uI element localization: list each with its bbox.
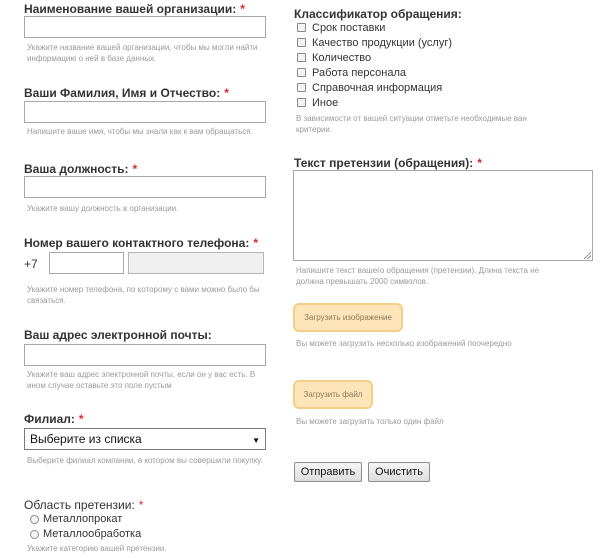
branch-label: Филиал: *: [24, 412, 84, 426]
org-label: Наименование вашей организации: *: [24, 2, 245, 16]
upload-file-hint: Вы можете загрузить только один файл: [296, 417, 444, 426]
classifier-option[interactable]: Количество: [297, 50, 452, 65]
area-option-1[interactable]: [30, 512, 122, 526]
clear-button[interactable]: Очистить: [368, 462, 430, 482]
email-label: Ваш адрес электронной почты:: [24, 328, 212, 342]
classifier-hint: В зависимости от вашей ситуации отметьте необходимые ван критерии.: [296, 114, 527, 134]
submit-button[interactable]: Отправить: [294, 462, 362, 482]
branch-hint: Выберите филиал компании, в котором вы совершили покупку.: [27, 456, 263, 465]
phone-label: Номер вашего контактного телефона: *: [24, 236, 259, 250]
fio-label: Ваши Фамилия, Имя и Отчество: *: [24, 86, 229, 100]
position-label: Ваша должность: *: [24, 162, 138, 176]
required-mark: *: [138, 498, 144, 512]
branch-select[interactable]: [24, 428, 266, 450]
claim-hint: Напишите текст вашего обращения (претензии). Длина текста не должна превышать 2000 символов.: [296, 266, 540, 286]
required-mark: *: [477, 156, 482, 170]
upload-file-button[interactable]: Загрузить файл: [293, 380, 373, 409]
classifier-option[interactable]: Работа персонала: [297, 65, 452, 80]
required-mark: *: [224, 86, 229, 100]
checkbox[interactable]: [297, 53, 306, 62]
phone-number-input[interactable]: [128, 252, 264, 274]
classifier-option[interactable]: Срок поставки: [297, 20, 452, 35]
org-hint: Укажите название вашей организации, чтобы мы могли найти информацию о ней в базе данных.: [27, 43, 258, 63]
required-mark: *: [240, 2, 245, 16]
claim-textarea[interactable]: [293, 170, 593, 261]
checkbox[interactable]: [297, 23, 306, 32]
radio-button[interactable]: [30, 530, 39, 539]
area-hint: Укажите категорию вашей претензии.: [27, 544, 167, 553]
dropdown-arrow-icon: ▼: [252, 436, 260, 445]
area-option-label: Металлообработка: [43, 528, 142, 540]
required-mark: *: [253, 236, 259, 250]
checkbox[interactable]: [297, 38, 306, 47]
classifier-option[interactable]: Справочная информация: [297, 80, 452, 95]
phone-prefix: +7: [24, 257, 38, 271]
claim-label: Текст претензии (обращения): *: [294, 156, 482, 170]
upload-image-button[interactable]: Загрузить изображение: [293, 303, 403, 332]
position-input[interactable]: [24, 176, 266, 198]
radio-button[interactable]: [30, 515, 39, 524]
checkbox[interactable]: [297, 83, 306, 92]
fio-input[interactable]: [24, 101, 266, 123]
org-input[interactable]: [24, 16, 266, 38]
required-mark: *: [132, 162, 138, 176]
checkbox[interactable]: [297, 68, 306, 77]
checkbox[interactable]: [297, 98, 306, 107]
classifier-option[interactable]: Качество продукции (услуг): [297, 35, 452, 50]
area-option-2[interactable]: [30, 527, 141, 541]
area-label: Область претензии: *: [24, 498, 144, 512]
email-hint: Укажите ваш адрес электронной почты, если он у вас есть. В ином случае оставьте это поле пустым: [27, 370, 256, 390]
position-hint: Укажите вашу должность в организации.: [27, 204, 179, 213]
phone-code-input[interactable]: [49, 252, 124, 274]
classifier-options: [297, 20, 452, 110]
upload-image-hint: Вы можете загрузить несколько изображений поочередно: [296, 339, 512, 348]
classifier-option[interactable]: Иное: [297, 95, 452, 110]
email-input[interactable]: [24, 344, 266, 366]
branch-select-value: Выберите из списка: [30, 432, 142, 446]
phone-hint: Укажите номер телефона, по которому с вами можно было бы связаться.: [27, 285, 260, 305]
resize-handle-icon[interactable]: [584, 252, 591, 259]
required-mark: *: [78, 412, 84, 426]
fio-hint: Напишите ваше имя, чтобы мы знали как к вам обращаться.: [27, 127, 253, 136]
classifier-label: Классификатор обращения:: [294, 7, 462, 21]
area-option-label: Металлопрокат: [43, 513, 123, 525]
